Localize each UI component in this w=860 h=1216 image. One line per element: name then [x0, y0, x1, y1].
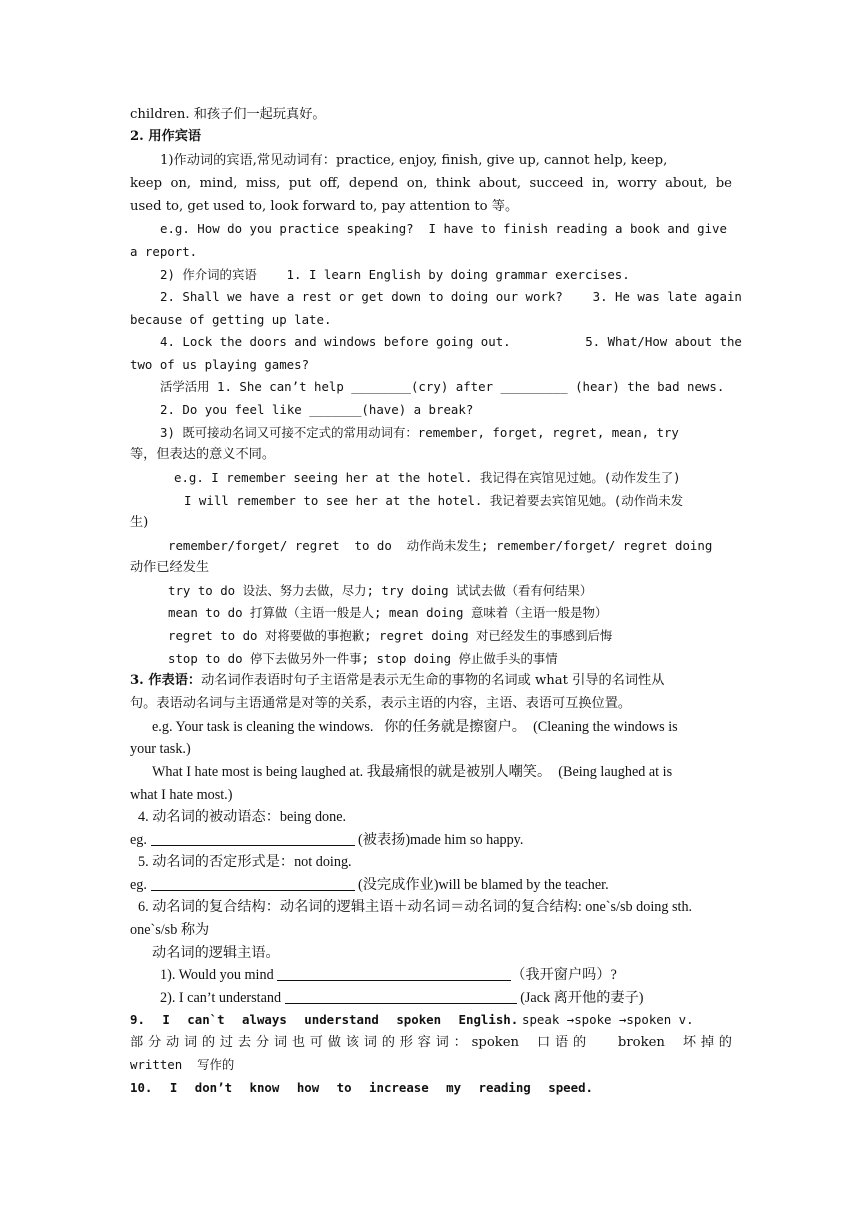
question-text: 1). Would you mind — [160, 967, 274, 983]
example-line: e.g. I remember seeing her at the hotel. 我记得在宾馆见过她。(动作发生了) — [174, 470, 681, 485]
section-heading-passive: 4. 动名词的被动语态：being done. — [138, 809, 347, 825]
text-line: 3) 既可接动名词又可接不定式的常用动词有：remember, forget, regret, mean, try — [160, 425, 679, 440]
question-text: 2). I can’t understand — [160, 990, 282, 1006]
sentence-10: 10. I don’t know how to increase my reading speed. — [130, 1080, 593, 1095]
sentence-9-line — [130, 1009, 732, 1032]
example-line: two of us playing games? — [130, 357, 310, 372]
text-line: one`s/sb 称为 — [130, 922, 210, 938]
answer-blank[interactable] — [277, 966, 511, 981]
text-line: 生) — [130, 515, 149, 530]
blank-hint: (Jack 离开他的妻子) — [520, 990, 644, 1006]
fill-blank-line — [130, 829, 732, 851]
rule-line: stop to do 停下去做另外一件事; stop doing 停止做手头的事情 — [168, 651, 558, 666]
rule-line: mean to do 打算做（主语一般是人; mean doing 意味着（主语一般是物） — [168, 605, 608, 620]
text-line: children. 和孩子们一起玩真好。 — [130, 107, 326, 122]
text-span: 动名词作表语时句子主语常是表示无生命的事物的名词或 what 引导的名词性从 — [201, 673, 665, 688]
text-line: keep on, mind, miss, put off, depend on, think about, succeed in, worry about, be — [130, 176, 732, 191]
fill-blank-line — [160, 964, 762, 986]
eg-label: eg. — [130, 877, 147, 893]
exercise-line: 活学活用 1. She can’t help ________(cry) after _________ (hear) the bad news. — [160, 379, 725, 394]
text-line: 句。表语动名词与主语通常是对等的关系，表示主语的内容，主语、表语可互换位置。 — [130, 696, 632, 711]
section-heading-compound: 6. 动名词的复合结构：动名词的逻辑主语＋动名词＝动名词的复合结构: one`s/sb doing sth. — [138, 899, 693, 915]
example-line: 2. Shall we have a rest or get down to doing our work? 3. He was late again — [160, 289, 742, 304]
fill-blank-line — [130, 874, 732, 896]
section-heading-predicative: 3. 作表语： — [130, 673, 202, 688]
verb-forms: speak →spoke →spoken v. — [522, 1012, 694, 1027]
example-line: your task.) — [130, 741, 191, 757]
text-line: used to, get used to, look forward to, pay attention to 等。 — [130, 199, 519, 214]
section-heading-negative: 5. 动名词的否定形式是：not doing. — [138, 854, 352, 870]
text-line: 1)作动词的宾语,常见动词有：practice, enjoy, finish, give up, cannot help, keep, — [160, 153, 668, 168]
text-line: written 写作的 — [130, 1057, 235, 1072]
example-line: e.g. Your task is cleaning the windows. 你的任务就是擦窗户。 (Cleaning the windows is — [152, 719, 678, 735]
sentence-9: 9. I can`t always understand spoken English. — [130, 1012, 519, 1027]
example-line: e.g. How do you practice speaking? I have to finish reading a book and give — [160, 221, 727, 236]
answer-blank[interactable] — [285, 989, 517, 1004]
example-line: 4. Lock the doors and windows before going out. 5. What/How about the — [160, 334, 742, 349]
rule-line: remember/forget/ regret to do 动作尚未发生; remember/forget/ regret doing — [168, 538, 713, 553]
example-line: I will remember to see her at the hotel. 我记着要去宾馆见她。(动作尚未发 — [184, 493, 684, 508]
text-line: 2) 作介词的宾语 1. I learn English by doing grammar exercises. — [160, 267, 630, 282]
fill-blank-line — [160, 987, 762, 1009]
text-line: 等，但表达的意义不同。 — [130, 447, 276, 462]
example-line: what I hate most.) — [130, 787, 233, 803]
blank-hint: (被表扬)made him so happy. — [358, 832, 524, 848]
text-line: 动名词的逻辑主语。 — [152, 945, 280, 961]
text-line: 部分动词的过去分词也可做该词的形容词：spoken 口语的 broken 坏掉的 — [130, 1035, 732, 1050]
section-3-line — [130, 670, 732, 692]
eg-label: eg. — [130, 832, 147, 848]
example-line: because of getting up late. — [130, 312, 332, 327]
text-line: 动作已经发生 — [130, 560, 210, 575]
example-line: a report. — [130, 244, 198, 259]
blank-hint: (没完成作业)will be blamed by the teacher. — [358, 877, 609, 893]
exercise-line: 2. Do you feel like _______(have) a break? — [160, 402, 474, 417]
answer-blank[interactable] — [151, 831, 355, 846]
answer-blank[interactable] — [151, 876, 355, 891]
section-heading-object: 2. 用作宾语 — [130, 129, 202, 144]
rule-line: regret to do 对将要做的事抱歉; regret doing 对已经发生的事感到后悔 — [168, 628, 613, 643]
example-line: What I hate most is being laughed at. 我最痛恨的就是被别人嘲笑。 (Being laughed at is — [152, 764, 673, 780]
blank-hint: （我开窗户吗）? — [511, 967, 617, 983]
rule-line: try to do 设法、努力去做，尽力; try doing 试试去做（看有何结果） — [168, 583, 593, 598]
